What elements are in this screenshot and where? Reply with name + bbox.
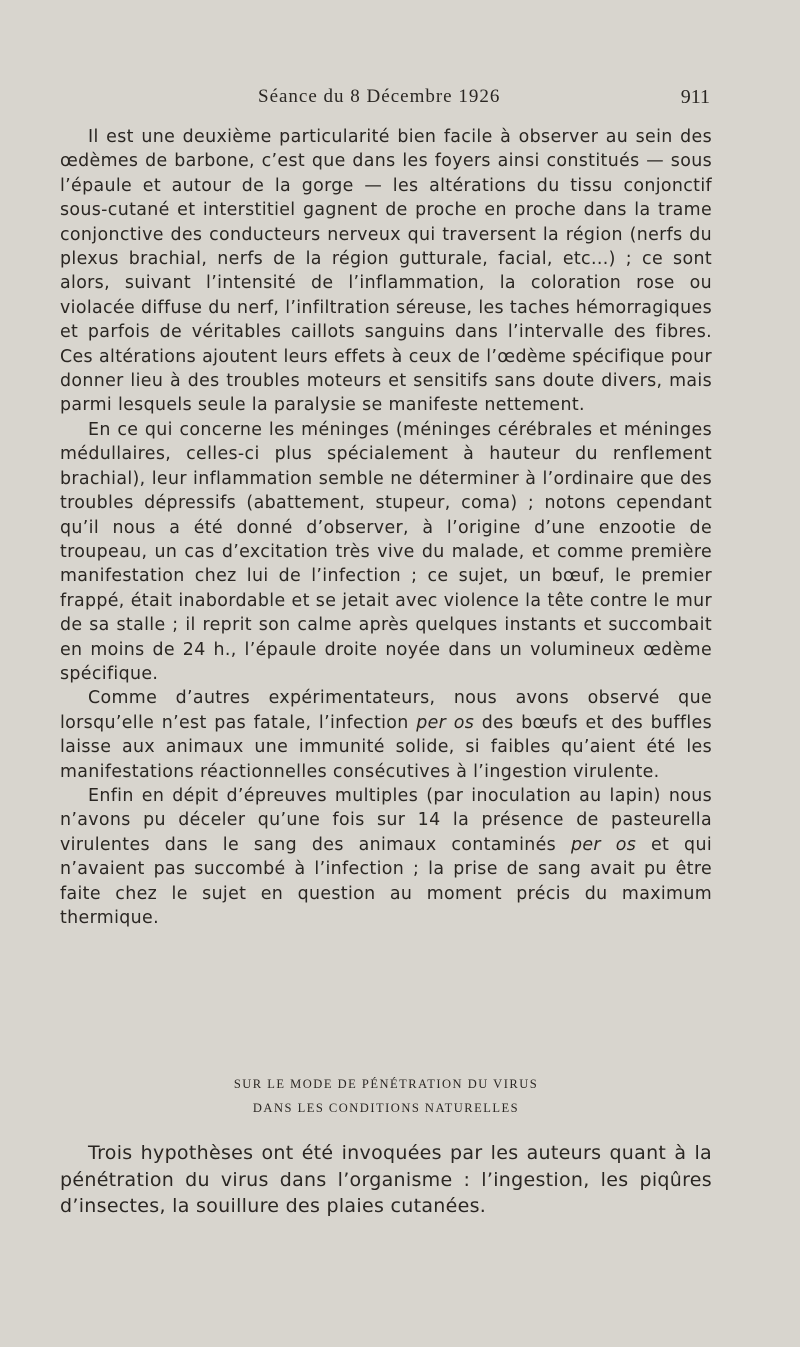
paragraph-4 (60, 784, 712, 930)
paragraph-text: Il est une deuxième particularité bien facile à observer au sein des œdèmes de barbone, c’est que dans les foyers ainsi constitués — sous l’épaule et autour de la gorge — les altérations du tissu conjonctif sous-cutané et interstitiel gagnent de proche en proche dans la trame conjonctive des conducteurs nerveux qui traversent la région (nerfs du plexus brachial, nerfs de la région gutturale, facial, etc...) ; ce sont alors, suivant l’intensité de l’inflammation, la coloration rose ou violacée diffuse du nerf, l’infiltration séreuse, les taches hémorragiques et parfois de véritables caillots sanguins dans l’intervalle des fibres. Ces altérations ajoutent leurs effets à ceux de l’œdème spécifique pour donner lieu à des troubles moteurs et sensitifs sans doute divers, mais parmi lesquels seule la paralysie se manifeste nettement. (60, 127, 712, 416)
body-text (60, 125, 712, 930)
section-body (60, 1140, 712, 1220)
paragraph-text: En ce qui concerne les méninges (méninges cérébrales et méninges médullaires, celles-ci plus spécialement à hauteur du renflement brachial), leur inflammation semble ne déterminer à l’ordinaire que des troubles dépressifs (abattement, stupeur, coma) ; notons cependant qu’il nous a été donné d’observer, à l’origine d’une enzootie de troupeau, un cas d’excitation très vive du malade, et comme première manifestation chez lui de l’infection ; ce sujet, un bœuf, le premier frappé, était inabordable et se jetait avec violence la tête contre le mur de sa stalle ; il reprit son calme après quelques instants et succombait en moins de 24 h., l’épaule droite noyée dans un volumineux œdème spécifique. (60, 419, 712, 684)
section-paragraph: Trois hypothèses ont été invoquées par les auteurs quant à la pénétration du virus dans l’organisme : l’ingestion, les piqûres d’insectes, la souillure des plaies cutanées. (60, 1142, 712, 1217)
paragraph-2 (60, 418, 712, 686)
section-heading-line-1: SUR LE MODE DE PÉNÉTRATION DU VIRUS (233, 1077, 539, 1091)
paragraph-text: Comme d’autres expérimentateurs, nous avons observé que lorsqu’elle n’est pas fatale, l’infection (60, 688, 712, 733)
paragraph-text: des bœufs et des buffles laisse aux animaux une immunité solide, si faibles qu’aient été les manifestations réactionnelles consécutives à l’ingestion virulente. (60, 712, 712, 782)
section-heading (60, 1072, 712, 1120)
paragraph-1 (60, 125, 712, 418)
paragraph-text: Enfin en dépit d’épreuves multiples (par inoculation au lapin) nous n’avons pu déceler qu’une fois sur 14 la présence de pasteurella virulentes dans le sang des animaux contaminés (60, 785, 712, 855)
paragraph-text: et qui n’avaient pas succombé à l’infection ; la prise de sang avait pu être faite chez le sujet en question au moment précis du maximum thermique. (60, 834, 713, 928)
italic-term: per os (416, 712, 475, 733)
running-title: Séance du 8 Décembre 1926 (258, 86, 501, 107)
italic-term: per os (570, 834, 637, 855)
section-heading-line-2: DANS LES CONDITIONS NATURELLES (252, 1101, 520, 1115)
page-header (60, 86, 710, 116)
page-number: 911 (680, 86, 710, 108)
paragraph-3 (60, 686, 712, 784)
